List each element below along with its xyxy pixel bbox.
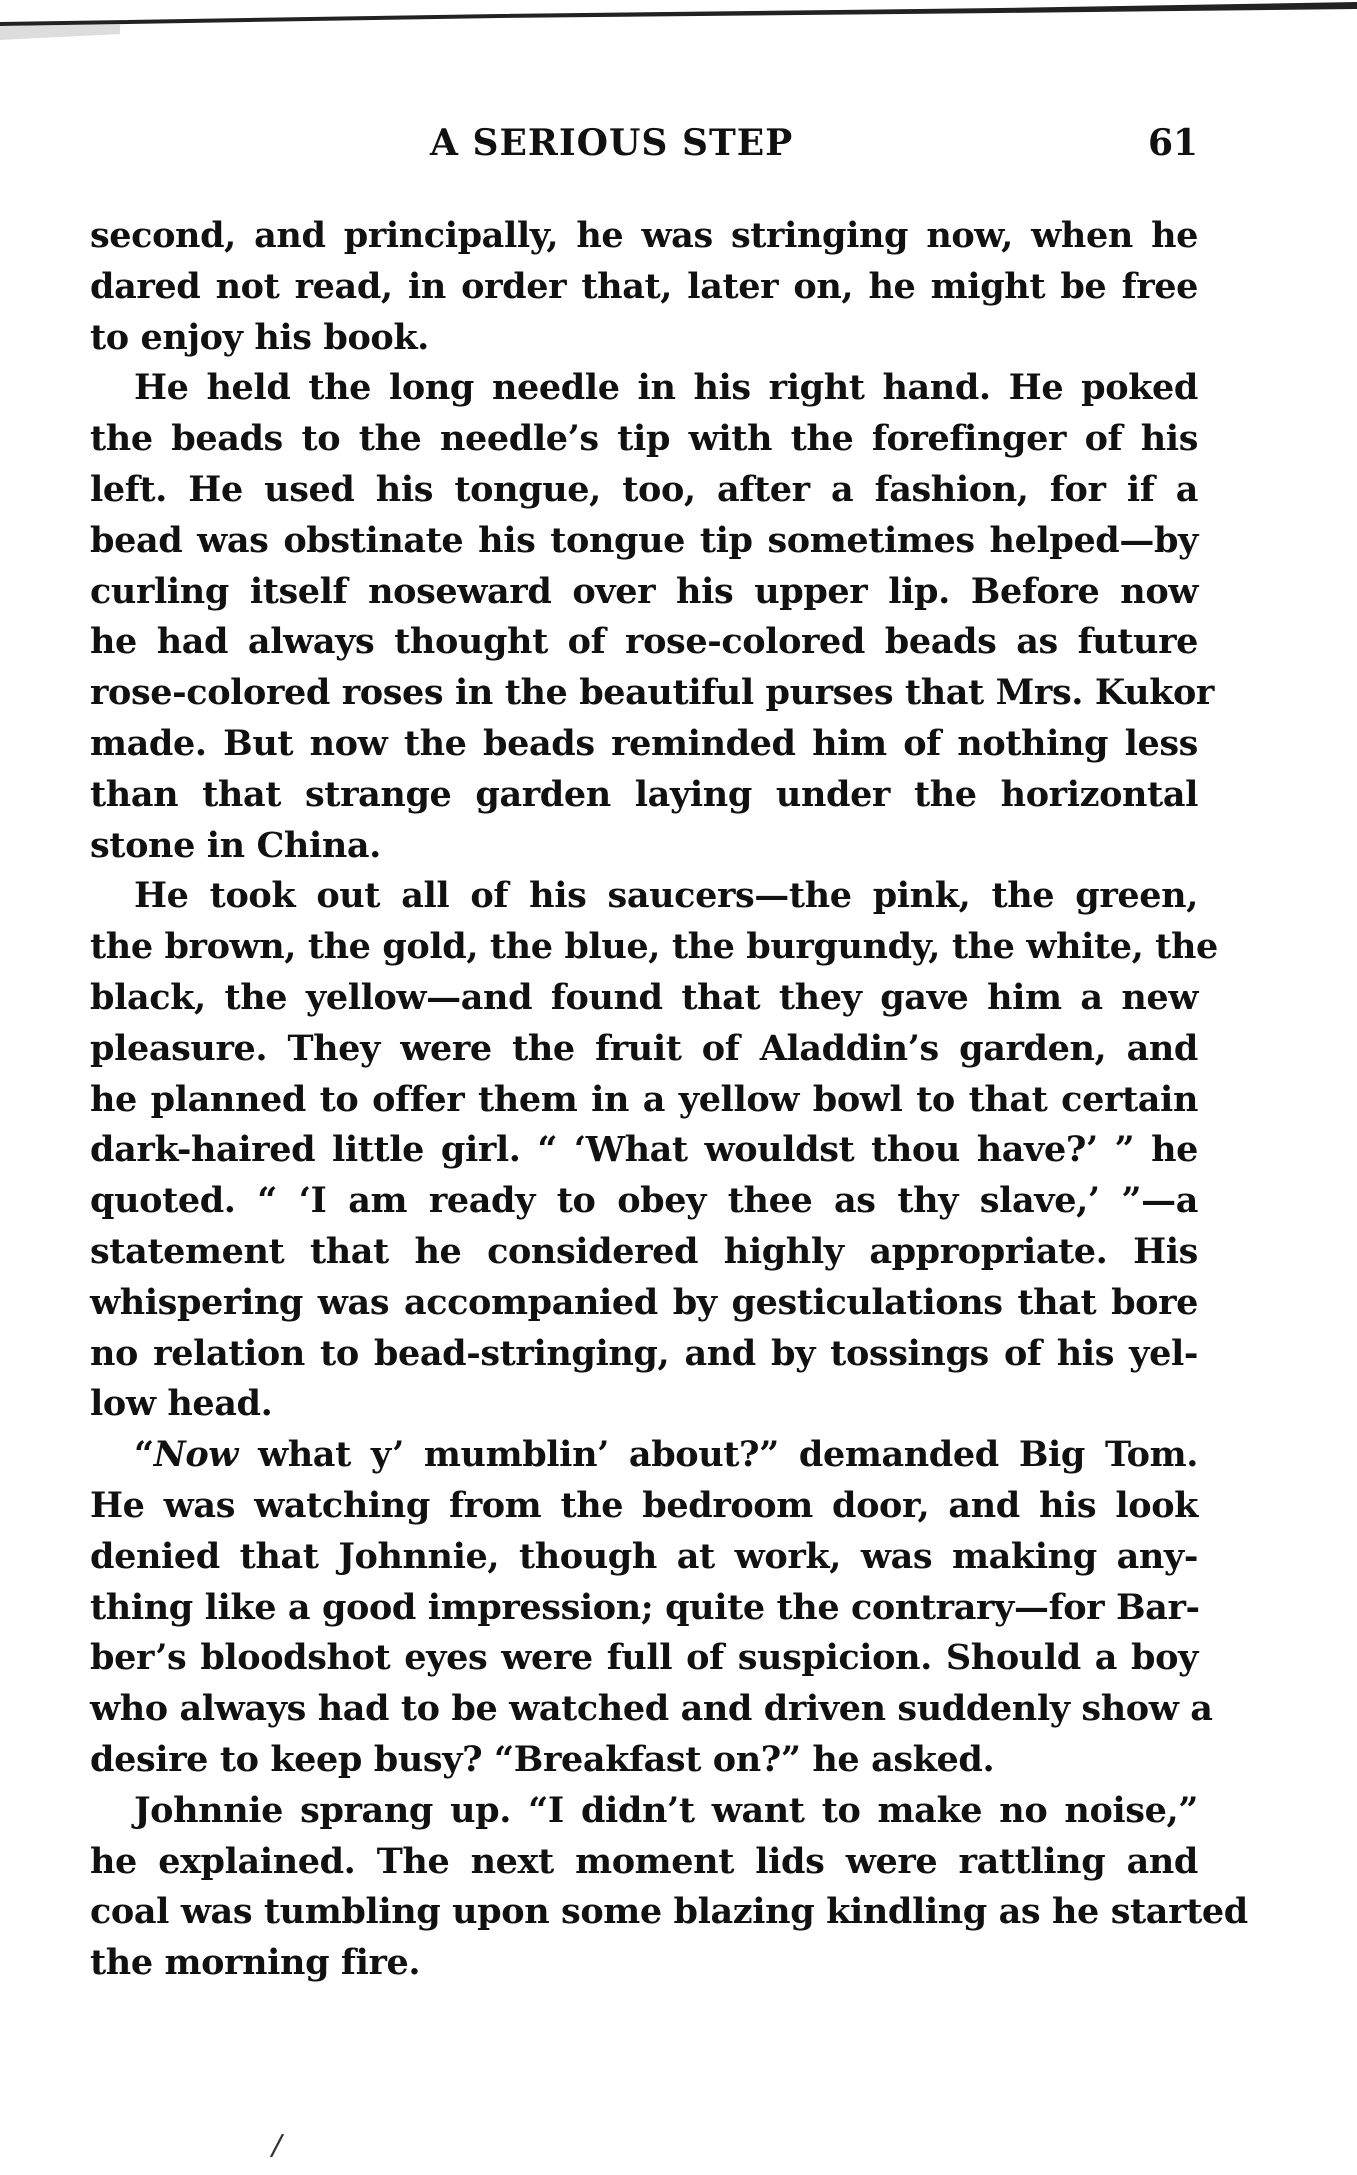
- text-line: he planned to offer them in a yellow bowl to that certain: [90, 1078, 1198, 1120]
- text-line: he explained. The next moment lids were rattling and: [90, 1840, 1198, 1882]
- text-line: quoted. “ ‘I am ready to obey thee as thy slave,’ ”—a: [90, 1180, 1198, 1222]
- text-line: the morning fire.: [90, 1942, 421, 1984]
- text-line: whispering was accompanied by gesticulations that bore: [90, 1281, 1198, 1323]
- chapter-title: A SERIOUS STEP: [430, 122, 794, 164]
- text-line: the brown, the gold, the blue, the burgundy, the white, the: [90, 926, 1218, 968]
- text-line: he had always thought of rose-colored beads as future: [90, 621, 1198, 663]
- running-head: [0, 122, 1357, 172]
- text-line: thing like a good impression; quite the contrary—for Bar-: [90, 1586, 1200, 1628]
- text-line: desire to keep busy? “Breakfast on?” he asked.: [90, 1738, 995, 1780]
- text-line: stone in China.: [90, 824, 381, 866]
- text-line: than that strange garden laying under the horizontal: [90, 773, 1198, 815]
- body-text: [90, 211, 1248, 1989]
- text-line: pleasure. They were the fruit of Aladdin’s garden, and: [90, 1027, 1198, 1069]
- text-line: no relation to bead-stringing, and by tossings of his yel-: [90, 1332, 1198, 1374]
- text-line: left. He used his tongue, too, after a fashion, for if a: [90, 468, 1198, 510]
- paragraph: [90, 1430, 1213, 1786]
- text-line: to enjoy his book.: [90, 316, 429, 358]
- text-line: who always had to be watched and driven suddenly show a: [90, 1688, 1213, 1730]
- italic-word: Now: [153, 1434, 239, 1476]
- paragraph: [90, 871, 1218, 1430]
- text-line: rose-colored roses in the beautiful purses that Mrs. Kukor: [90, 672, 1214, 714]
- text-line: He held the long needle in his right hand. He poked: [134, 367, 1198, 409]
- stray-pen-mark: /: [269, 2127, 286, 2164]
- scan-edge-border: [0, 0, 1357, 40]
- text-line: bead was obstinate his tongue tip sometimes helped—by: [90, 519, 1198, 561]
- text-line: He was watching from the bedroom door, and his look: [90, 1484, 1198, 1526]
- text-line: statement that he considered highly appropriate. His: [90, 1230, 1198, 1272]
- paragraph: [90, 363, 1214, 871]
- text-line: ber’s bloodshot eyes were full of suspicion. Should a boy: [90, 1637, 1198, 1679]
- text-line: second, and principally, he was stringing now, when he: [90, 215, 1198, 256]
- text-segment: “: [134, 1434, 154, 1476]
- text-line: denied that Johnnie, though at work, was making any-: [90, 1535, 1198, 1577]
- text-line: black, the yellow—and found that they gave him a new: [90, 976, 1198, 1018]
- text-line: dared not read, in order that, later on, he might be free: [90, 265, 1198, 307]
- page-number: 61: [1148, 122, 1199, 164]
- text-segment: what y’ mumblin’ about?” demanded Big Tom.: [238, 1434, 1198, 1476]
- text-line: Johnnie sprang up. “I didn’t want to make no noise,”: [134, 1789, 1198, 1831]
- text-line: low head.: [90, 1383, 273, 1425]
- paragraph: [90, 211, 1198, 363]
- text-line: the beads to the needle’s tip with the forefinger of his: [90, 418, 1198, 460]
- text-line: [90, 1430, 1198, 1481]
- text-line: He took out all of his saucers—the pink, the green,: [134, 875, 1198, 917]
- text-line: curling itself noseward over his upper lip. Before now: [90, 570, 1198, 612]
- text-line: coal was tumbling upon some blazing kindling as he started: [90, 1891, 1248, 1933]
- paragraph: [90, 1786, 1248, 1989]
- text-line: made. But now the beads reminded him of nothing less: [90, 722, 1198, 764]
- text-line: dark-haired little girl. “ ‘What wouldst thou have?’ ” he: [90, 1129, 1198, 1171]
